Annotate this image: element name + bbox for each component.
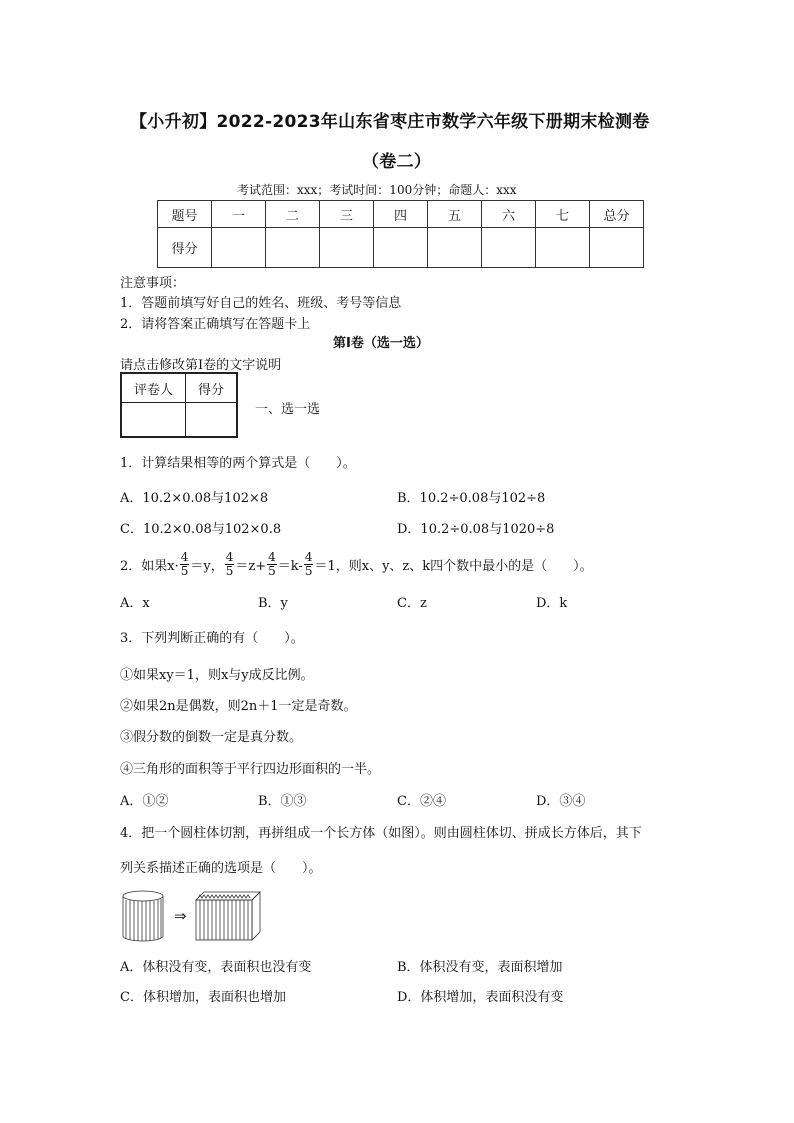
q3-statement: ①如果xy＝1，则x与y成反比例。 <box>120 668 314 683</box>
q2-text: 2．如果x· <box>120 558 179 574</box>
q2-fraction: $\frac{4}{5}$ <box>180 549 189 578</box>
section-title: 第I卷（选一选） <box>333 336 429 351</box>
score-row-label: 得分 <box>158 228 212 268</box>
q3-statement: ③假分数的倒数一定是真分数。 <box>120 730 303 745</box>
question-1-stem: 1．计算结果相等的两个算式是（ ）。 <box>120 456 356 471</box>
cuboid-icon <box>196 892 260 940</box>
score-cell[interactable] <box>428 228 482 268</box>
note-item: 2．请将答案正确填写在答题卡上 <box>120 317 311 332</box>
q1-option-a[interactable]: A．10.2×0.08与102×8 <box>120 491 269 506</box>
page-subtitle: （卷二） <box>362 152 432 172</box>
q2-option-a[interactable]: A．x <box>120 596 150 611</box>
q3-option-c[interactable]: C．②④ <box>397 794 446 809</box>
score-header-cell: 一 <box>212 201 266 228</box>
score-header-cell: 三 <box>320 201 374 228</box>
grader-header: 评卷人 <box>121 373 186 403</box>
q2-option-c[interactable]: C．z <box>397 596 427 611</box>
question-4-stem: 4．把一个圆柱体切割，再拼组成一个长方体（如图）。则由圆柱体切、拼成长方体后，其下 <box>120 826 642 841</box>
q4-option-d[interactable]: D．体积增加，表面积没有变 <box>397 990 564 1005</box>
question-2-stem <box>120 546 593 582</box>
q3-statement: ②如果2n是偶数，则2n＋1一定是奇数。 <box>120 699 357 714</box>
q4-option-b[interactable]: B．体积没有变，表面积增加 <box>397 960 563 975</box>
q2-option-d[interactable]: D．k <box>536 596 568 611</box>
q1-option-c[interactable]: C．10.2×0.08与102×0.8 <box>120 522 282 537</box>
q4-option-c[interactable]: C．体积增加，表面积也增加 <box>120 990 286 1005</box>
score-cell[interactable] <box>536 228 590 268</box>
score-header-cell: 六 <box>482 201 536 228</box>
question-4-stem-cont: 列关系描述正确的选项是（ ）。 <box>120 861 322 876</box>
score-cell[interactable] <box>212 228 266 268</box>
score-cell[interactable] <box>320 228 374 268</box>
q3-option-d[interactable]: D．③④ <box>536 794 586 809</box>
q3-option-b[interactable]: B．①③ <box>258 794 307 809</box>
q2-fraction: $\frac{4}{5}$ <box>304 549 313 578</box>
score-table <box>157 200 644 268</box>
notes-heading: 注意事项： <box>120 276 186 291</box>
q3-option-a[interactable]: A．①② <box>120 794 169 809</box>
q1-option-b[interactable]: B．10.2÷0.08与102÷8 <box>397 491 546 506</box>
cylinder-to-cuboid-figure <box>118 888 268 944</box>
q2-text: ＝z+ <box>235 558 267 574</box>
score-header-cell: 题号 <box>158 201 212 228</box>
score-header-cell: 总分 <box>590 201 644 228</box>
score-header-cell: 五 <box>428 201 482 228</box>
score-header-cell: 七 <box>536 201 590 228</box>
score-cell[interactable] <box>266 228 320 268</box>
right-arrow-icon: ⇒ <box>174 907 187 925</box>
page-title: 【小升初】2022-2023年山东省枣庄市数学六年级下册期末检测卷 <box>130 112 650 132</box>
score-header-cell: 四 <box>374 201 428 228</box>
note-item: 1．答题前填写好自己的姓名、班级、考号等信息 <box>120 296 402 311</box>
score-cell[interactable] <box>482 228 536 268</box>
score-cell[interactable] <box>374 228 428 268</box>
part-title: 一、选一选 <box>255 402 321 417</box>
score-cell[interactable] <box>590 228 644 268</box>
q4-option-a[interactable]: A．体积没有变，表面积也没有变 <box>120 960 312 975</box>
grader-cell[interactable] <box>121 403 186 438</box>
question-3-stem: 3．下列判断正确的有（ ）。 <box>120 631 304 646</box>
exam-info: 考试范围：xxx；考试时间：100分钟；命题人：xxx <box>237 183 517 197</box>
q2-text: ＝1，则x、y、z、k四个数中最小的是（ ）。 <box>314 558 593 574</box>
q3-statement: ④三角形的面积等于平行四边形面积的一半。 <box>120 762 381 777</box>
q2-fraction: $\frac{4}{5}$ <box>268 549 276 578</box>
q2-option-b[interactable]: B．y <box>258 596 288 611</box>
q2-fraction: $\frac{4}{5}$ <box>225 549 234 578</box>
grader-table <box>120 372 238 438</box>
q2-text: ＝k- <box>277 558 303 574</box>
q1-option-d[interactable]: D．10.2÷0.08与1020÷8 <box>397 522 555 537</box>
q2-text: ＝y， <box>190 558 224 574</box>
grader-score-cell[interactable] <box>186 403 238 438</box>
cylinder-icon <box>123 891 163 941</box>
score-header-cell: 二 <box>266 201 320 228</box>
grader-score-header: 得分 <box>186 373 238 403</box>
section-description[interactable]: 请点击修改第I卷的文字说明 <box>120 358 282 373</box>
